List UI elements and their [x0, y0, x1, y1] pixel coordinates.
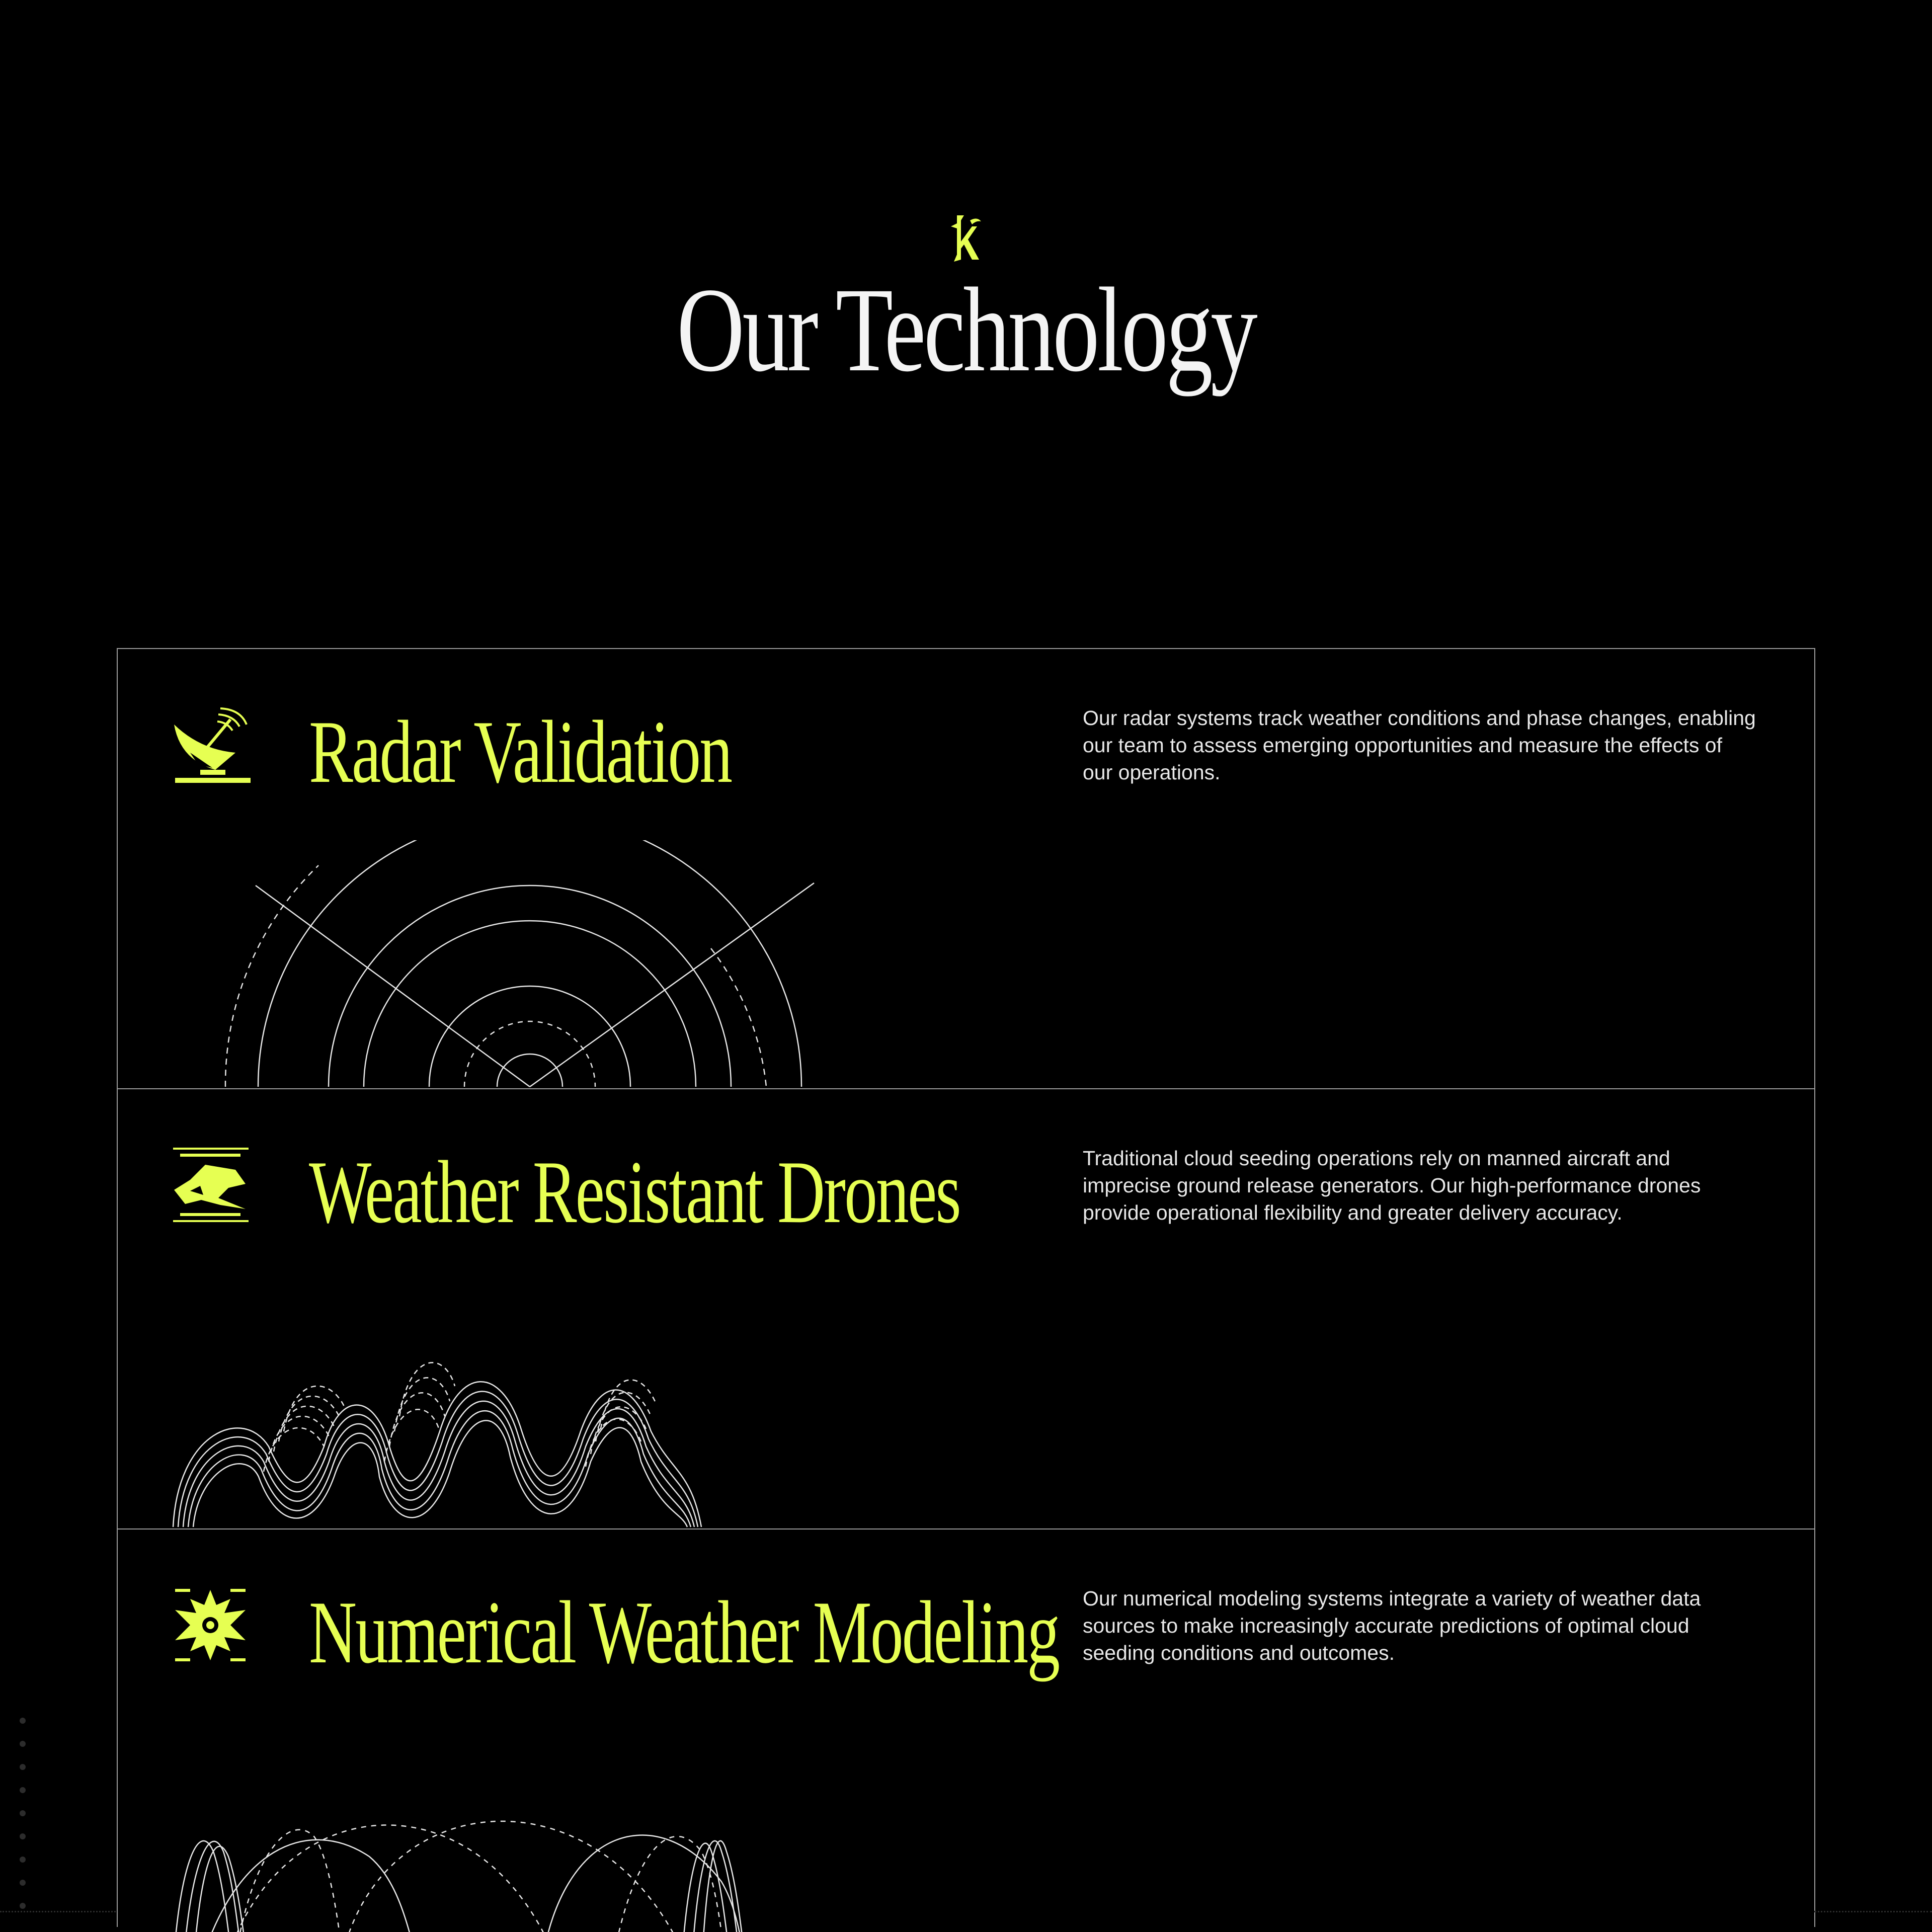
section-description: Our numerical modeling systems integrate a variety of weather data sources to make increasingly accurate predictions of optimal cloud seeding conditions and outcomes. — [1083, 1587, 1701, 1664]
dotted-divider — [0, 1911, 116, 1912]
cloud-waves-graphic — [158, 1280, 872, 1530]
drone-icon — [170, 1145, 251, 1225]
section-title: Radar Validation — [309, 702, 732, 801]
section-description: Our radar systems track weather conditions and phase changes, enabling our team to assess emerging opportunities and measure the effects of our operations. — [1083, 706, 1756, 784]
technology-row-drones — [118, 1089, 1814, 1530]
technology-panel — [117, 648, 1815, 1927]
symmetric-model-icon — [170, 1585, 251, 1665]
section-description: Traditional cloud seeding operations rely on manned aircraft and imprecise ground release generators. Our high-performance drones provide operational flexibility and greater delivery accuracy. — [1083, 1147, 1701, 1224]
section-title: Numerical Weather Modeling — [309, 1582, 1059, 1682]
dotted-divider — [1814, 1911, 1932, 1912]
scroll-dots-decoration — [15, 1711, 30, 1912]
model-arcs-graphic — [158, 1721, 872, 1932]
technology-row-modeling — [118, 1530, 1814, 1932]
radar-dish-icon — [170, 704, 251, 785]
radar-rings-graphic — [158, 840, 872, 1089]
blackletter-k-icon — [946, 211, 986, 267]
page-title: Our Technology — [676, 263, 1256, 396]
section-title: Weather Resistant Drones — [309, 1142, 960, 1242]
technology-row-radar — [118, 649, 1814, 1089]
